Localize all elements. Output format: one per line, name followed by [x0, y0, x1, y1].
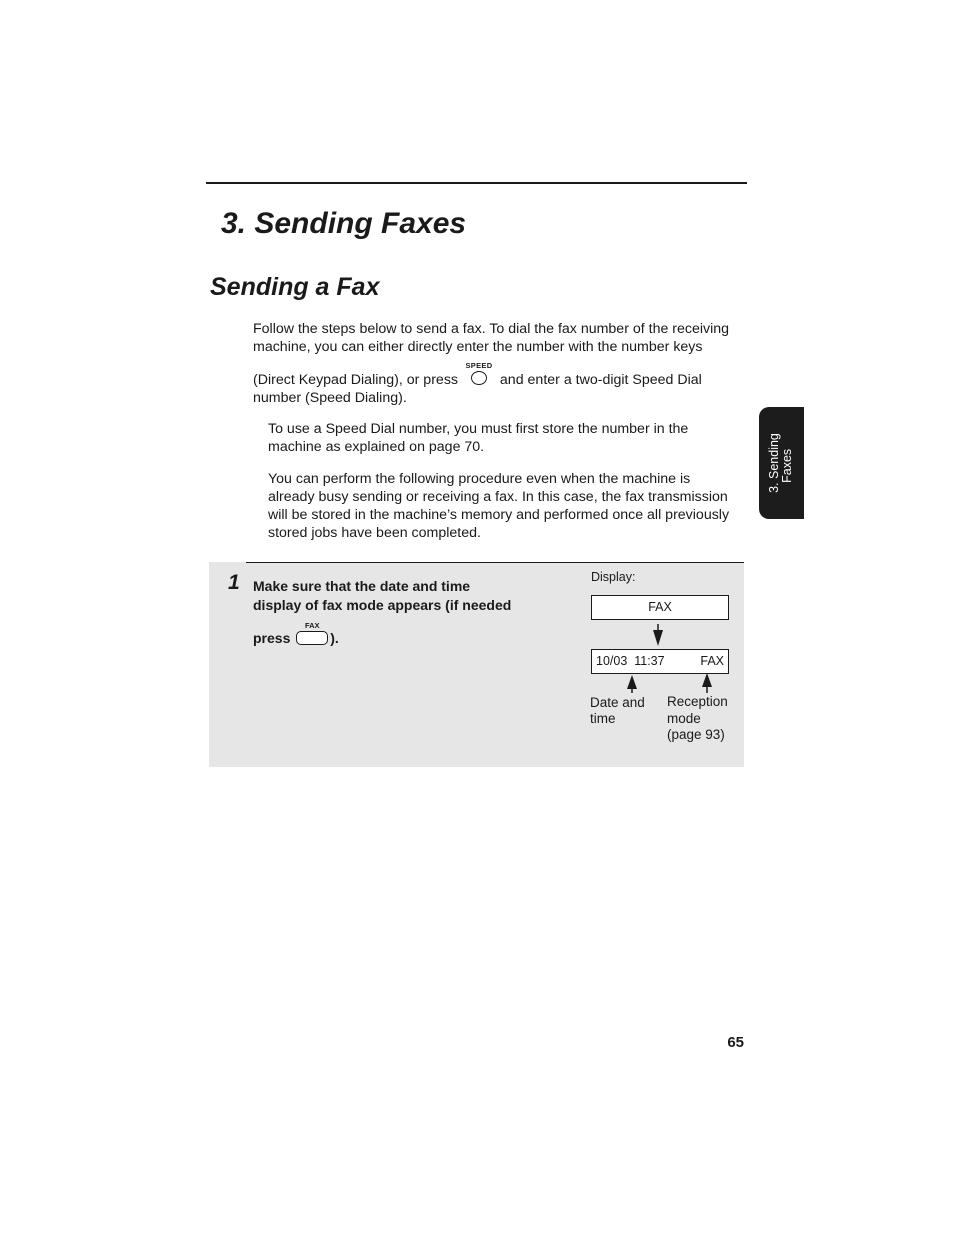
top-rule	[206, 182, 747, 184]
display-label: Display:	[591, 570, 636, 584]
intro-text-a: (Direct Keypad Dialing), or press	[253, 372, 459, 388]
note-busy-machine: You can perform the following procedure even when the machine is already busy sending or receiving a fax. In this case, the fax transmission will be stored in the machine’s memory and performed once all previously stored jobs have been completed.	[268, 471, 730, 541]
display-screen-fax: FAX	[591, 595, 729, 620]
speed-key-label: SPEED	[465, 361, 493, 370]
step-close-text: ).	[330, 630, 339, 646]
speed-key-icon	[462, 361, 496, 384]
display-screen-datetime	[591, 649, 729, 674]
display-datetime: 10/03 11:37	[596, 654, 665, 668]
step-number: 1	[228, 571, 240, 594]
display-mode: FAX	[700, 654, 724, 668]
intro-text-b: and enter a two-digit Speed Dial	[499, 372, 702, 388]
chapter-side-tab	[759, 407, 804, 519]
fax-key-icon	[294, 621, 330, 643]
arrow-up-date-icon	[627, 675, 637, 693]
intro-paragraph: Follow the steps below to send a fax. To dial the fax number of the receiving machine, you can either directly enter the number with the number keys	[253, 321, 730, 355]
side-tab-label: 3. Sending Faxes	[767, 433, 794, 493]
caption-date-time: Date and time	[590, 695, 645, 726]
step-press-text: press	[253, 630, 291, 646]
section-title: Sending a Fax	[210, 273, 380, 301]
chapter-title: 3. Sending Faxes	[221, 207, 467, 240]
step-line-3	[253, 621, 553, 648]
caption-reception-mode: Reception mode (page 93)	[667, 694, 728, 742]
arrow-down-icon	[653, 624, 663, 646]
page-number: 65	[727, 1034, 744, 1051]
fax-key-label: FAX	[304, 621, 320, 630]
intro-paragraph-line3: number (Speed Dialing).	[253, 390, 407, 406]
step-instruction	[253, 577, 553, 648]
step-line-1: Make sure that the date and time	[253, 578, 471, 594]
step-line-2: display of fax mode appears (if needed	[253, 597, 512, 613]
arrow-up-mode-icon	[702, 673, 712, 693]
step-rule	[246, 562, 744, 563]
note-speed-dial: To use a Speed Dial number, you must first store the number in the machine as explained on page 70.	[268, 421, 689, 455]
intro-paragraph-line2	[253, 361, 733, 389]
